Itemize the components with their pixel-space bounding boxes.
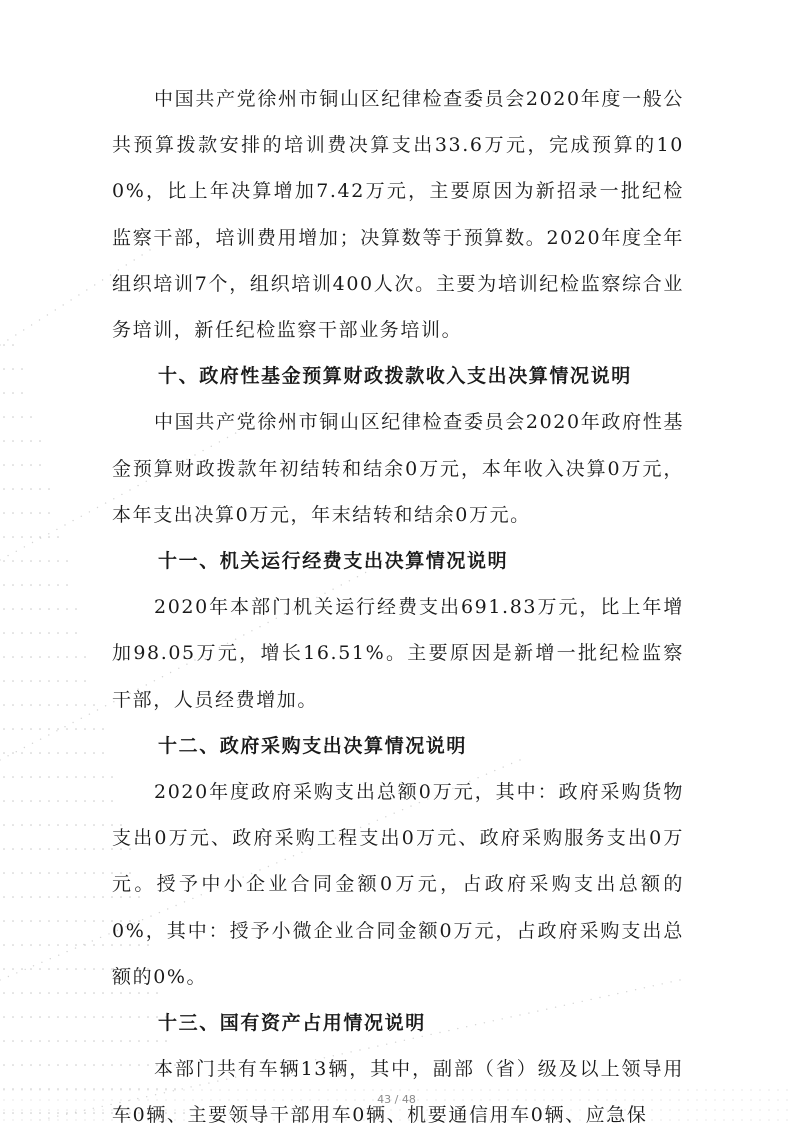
heading-section-10: 十、政府性基金预算财政拨款收入支出决算情况说明: [158, 365, 632, 388]
heading-section-12: 十二、政府采购支出决算情况说明: [158, 734, 468, 757]
paragraph-training-expenses: 中国共产党徐州市铜山区纪律检查委员会2020年度一般公共预算拨款安排的培训费决算支出33.6万元，完成预算的100%，比上年决算增加7.42万元，主要原因为新招录一批纪检监察干部，培训费用增加；决算数等于预算数。2020年度全年组织培训7个，组织培训400人次。主要为培训纪检监察综合业务培训，新任纪检监察干部业务培训。: [112, 88, 684, 342]
paragraph-procurement: 2020年度政府采购支出总额0万元，其中：政府采购货物支出0万元、政府采购工程支出0万元、政府采购服务支出0万元。授予中小企业合同金额0万元，占政府采购支出总额的0%，其中：授予小微企业合同金额0万元，占政府采购支出总额的0%。: [112, 781, 684, 988]
paragraph-operating-expenses: 2020年本部门机关运行经费支出691.83万元，比上年增加98.05万元，增长16.51%。主要原因是新增一批纪检监察干部，人员经费增加。: [112, 596, 684, 711]
heading-section-11: 十一、机关运行经费支出决算情况说明: [158, 550, 509, 573]
page-content: [112, 76, 684, 1139]
paragraph-state-assets: 本部门共有车辆13辆，其中，副部（省）级及以上领导用车0辆、主要领导干部用车0辆、机要通信用车0辆、应急保: [112, 1058, 684, 1127]
page-number: 43 / 48: [377, 1093, 416, 1106]
heading-section-13: 十三、国有资产占用情况说明: [158, 1012, 426, 1035]
paragraph-government-fund: 中国共产党徐州市铜山区纪律检查委员会2020年政府性基金预算财政拨款年初结转和结余0万元，本年收入决算0万元，本年支出决算0万元，年末结转和结余0万元。: [112, 411, 684, 526]
